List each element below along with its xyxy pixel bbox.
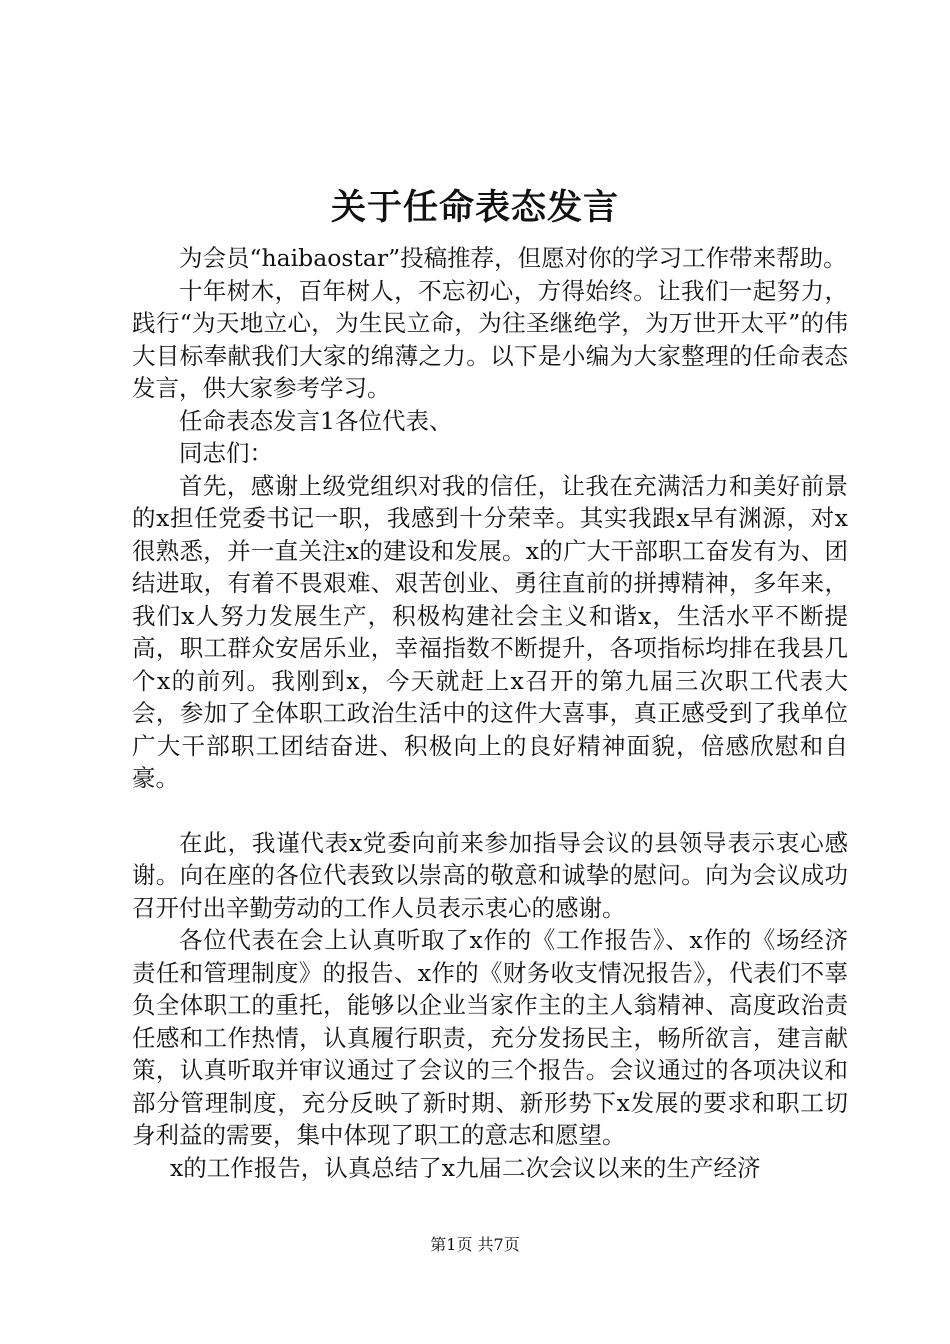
paragraph: 首先，感谢上级党组织对我的信任，让我在充满活力和美好前景的x担任党委书记一职，我感到十分荣幸。其实我跟x早有渊源，对x很熟悉，并一直关注x的建设和发展。x的广大干部职工奋发有为、团结进取，有着不畏艰难、艰苦创业、勇往直前的拼搏精神，多年来，我们x人努力发展生产，积极构建社会主义和谐x，生活水平不断提高，职工群众安居乐业，幸福指数不断提升，各项指标均排在我县几个x的前列。我刚到x，今天就赶上x召开的第九届三次职工代表大会，参加了全体职工政治生活中的这件大喜事，真正感受到了我单位广大干部职工团结奋进、积极向上的良好精神面貌，倍感欣慰和自豪。 — [132, 471, 848, 792]
paragraph: 同志们： — [179, 439, 273, 467]
paragraph: 在此，我谨代表x党委向前来参加指导会议的县领导表示衷心感谢。向在座的各位代表致以崇高的敬意和诚挚的慰问。向为会议成功召开付出辛勤劳动的工作人员表示衷心的感谢。 — [132, 828, 848, 922]
paragraph: 任命表态发言1各位代表、 — [179, 406, 453, 435]
paragraph: x的工作报告，认真总结了x九届二次会议以来的生产经济 — [170, 1153, 761, 1182]
page-footer: 第1页 共7页 — [430, 1235, 520, 1254]
paragraph: 各位代表在会上认真听取了x作的《工作报告》、x作的《场经济责任和管理制度》的报告、x作的《财务收支情况报告》，代表们不辜负全体职工的重托，能够以企业当家作主的主人翁精神、高度政治责任感和工作热情，认真履行职责，充分发扬民主，畅所欲言，建言献策，认真听取并审议通过了会议的三个报告。会议通过的各项决议和部分管理制度，充分反映了新时期、新形势下x发展的要求和职工切身利益的需要，集中体现了职工的意志和愿望。 — [132, 926, 848, 1149]
paragraph: 为会员“haibaostar”投稿推荐，但愿对你的学习工作带来帮助。 — [179, 244, 847, 272]
document-body — [132, 242, 848, 1184]
paragraph: 十年树木，百年树人，不忘初心，方得始终。让我们一起努力，践行“为天地立心，为生民立命，为往圣继绝学，为万世开太平”的伟大目标奉献我们大家的绵薄之力。以下是小编为大家整理的任命表态发言，供大家参考学习。 — [132, 276, 848, 402]
document-title: 关于任命表态发言 — [330, 188, 619, 228]
paragraph-gap — [132, 795, 848, 827]
